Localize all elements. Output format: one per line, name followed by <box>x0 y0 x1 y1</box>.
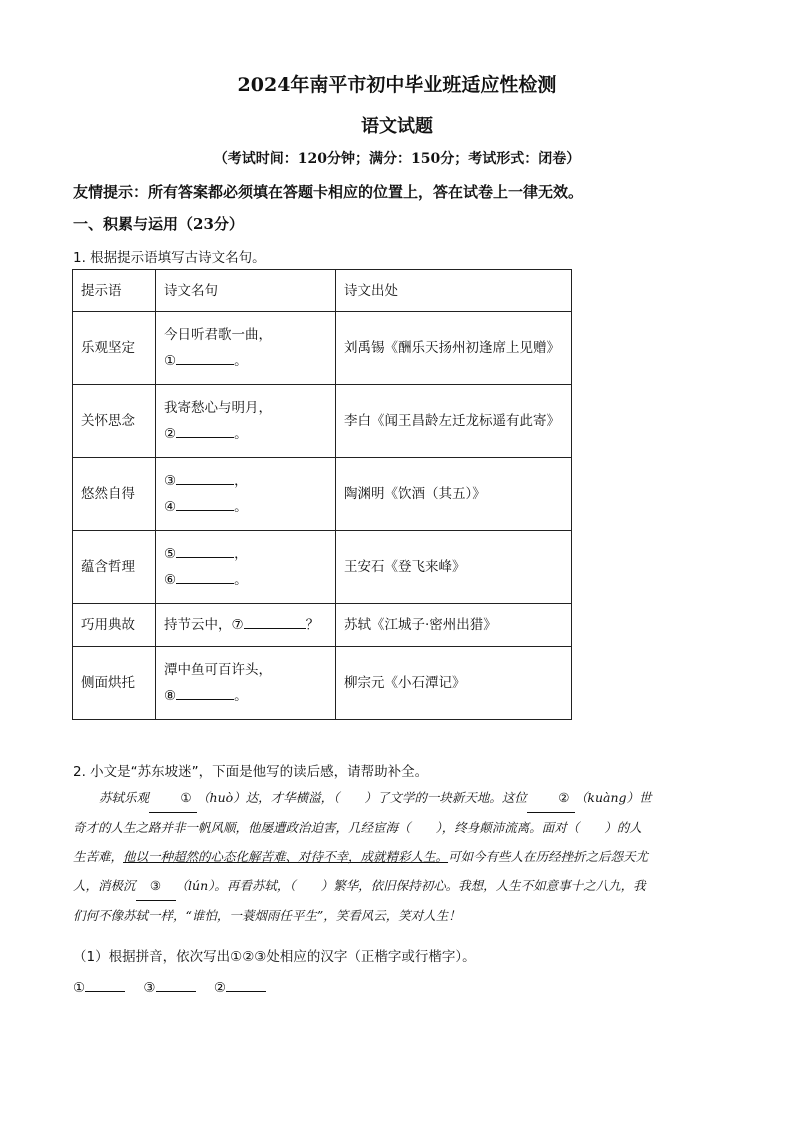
punctuation: 。 <box>234 688 248 704</box>
line-1: 持节云中， <box>164 617 232 633</box>
answer-blank[interactable] <box>176 470 234 485</box>
punctuation: 。 <box>234 499 248 515</box>
question-2-prompt: 2. 小文是“苏东坡迷”，下面是他写的读后感，请帮助补全。 <box>73 764 429 780</box>
line-1: 我寄愁心与明月， <box>164 400 272 416</box>
para-line-5: 们何不像苏轼一样，“谁怕，一蓑烟雨任平生”，笑看风云，笑对人生！ <box>73 908 461 923</box>
punctuation: 。 <box>234 426 248 442</box>
answer-blank-2[interactable] <box>226 977 266 992</box>
line-2 <box>164 567 327 593</box>
answer-blank-1[interactable] <box>85 977 125 992</box>
row-source: 苏轼《江城子·密州出猎》 <box>336 604 572 647</box>
answer-label-3: ③ <box>143 980 156 996</box>
punctuation: 。 <box>234 353 248 369</box>
header-source: 诗文出处 <box>336 270 572 312</box>
blank-3[interactable]: ③ <box>136 871 176 901</box>
section-title: 一、积累与运用（23分） <box>73 215 244 233</box>
table-row <box>73 531 572 604</box>
table-row <box>73 385 572 458</box>
line-2 <box>164 494 327 520</box>
exam-title: 2024年南平市初中毕业班适应性检测 <box>237 74 557 96</box>
row-line <box>156 531 336 604</box>
para-line-3: 生苦难，他以一种超然的心态化解苦难、对待不幸，成就精彩人生。可如今有些人在历经挫折之后怨天尤 <box>73 849 649 864</box>
row-line <box>156 458 336 531</box>
para-line-1: 苏轼乐观 ① （huò）达，才华横溢，（ ）了文学的一块新天地。这位 ② （kuàng）世 <box>73 783 723 813</box>
answer-blank-3[interactable] <box>156 977 196 992</box>
punctuation: 。 <box>234 572 248 588</box>
row-line <box>156 647 336 720</box>
poem-table <box>72 269 572 720</box>
para-line-2: 奇才的人生之路并非一帆风顺，他屡遭政治迫害，几经宦海（ ），终身颠沛流离。面对（ ）的人 <box>73 820 642 835</box>
row-line <box>156 312 336 385</box>
row-source: 李白《闻王昌龄左迁龙标遥有此寄》 <box>336 385 572 458</box>
blank-number: ⑥ <box>164 572 177 588</box>
row-source: 刘禹锡《酬乐天扬州初逢席上见赠》 <box>336 312 572 385</box>
table-row <box>73 604 572 647</box>
row-hint: 蕴含哲理 <box>73 531 156 604</box>
row-hint: 巧用典故 <box>73 604 156 647</box>
row-hint: 乐观坚定 <box>73 312 156 385</box>
blank-1[interactable]: ① <box>149 783 197 813</box>
punctuation: ， <box>234 546 248 562</box>
row-hint: 关怀思念 <box>73 385 156 458</box>
blank-number: ② <box>164 426 177 442</box>
blank-2[interactable]: ② <box>527 783 575 813</box>
friendly-tip: 友情提示：所有答案都必须填在答题卡相应的位置上，答在试卷上一律无效。 <box>73 183 584 201</box>
table-row <box>73 458 572 531</box>
blank-number: ④ <box>164 499 177 515</box>
answer-blank[interactable] <box>176 569 234 584</box>
line-2 <box>164 421 327 447</box>
row-hint: 侧面烘托 <box>73 647 156 720</box>
answer-blank[interactable] <box>176 350 234 365</box>
row-source: 柳宗元《小石潭记》 <box>336 647 572 720</box>
answer-blank[interactable] <box>176 423 234 438</box>
row-source: 王安石《登飞来峰》 <box>336 531 572 604</box>
line-1: 潭中鱼可百许头， <box>164 662 272 678</box>
para-line-4: 人，消极沉 ③ （lún）。再看苏轼，（ ）繁华，依旧保持初心。我想，人生不如意事十之八九，我 <box>73 871 723 901</box>
table-header-row <box>73 270 572 312</box>
line-1: 今日听君歌一曲， <box>164 327 272 343</box>
blank-number: ⑤ <box>164 546 177 562</box>
answer-label-2: ② <box>213 980 226 996</box>
punctuation: ？ <box>305 617 320 633</box>
blank-number: ⑧ <box>164 688 177 704</box>
row-line <box>156 604 336 647</box>
line-1 <box>164 541 327 567</box>
table-row <box>73 312 572 385</box>
blank-number: ③ <box>164 473 177 489</box>
table-row <box>73 647 572 720</box>
reading-paragraph <box>73 783 723 930</box>
subject-title: 语文试题 <box>361 116 433 137</box>
answer-blank[interactable] <box>244 614 306 629</box>
punctuation: ， <box>234 473 248 489</box>
sub-question-1: （1）根据拼音，依次写出①②③处相应的汉字（正楷字或行楷字）。 <box>73 949 476 965</box>
question-1-prompt: 1. 根据提示语填写古诗文名句。 <box>73 250 266 266</box>
answer-line <box>73 977 280 996</box>
answer-blank[interactable] <box>176 685 234 700</box>
answer-label-1: ① <box>73 980 86 996</box>
line-1 <box>164 468 327 494</box>
blank-number: ⑦ <box>231 617 244 633</box>
exam-info: （考试时间：120分钟；满分：150分；考试形式：闭卷） <box>213 151 581 167</box>
row-source: 陶渊明《饮酒（其五）》 <box>336 458 572 531</box>
underlined-sentence: 他以一种超然的心态化解苦难、对待不幸，成就精彩人生。 <box>123 849 449 864</box>
answer-blank[interactable] <box>176 496 234 511</box>
line-2 <box>164 683 327 709</box>
line-2 <box>164 348 327 374</box>
row-hint: 悠然自得 <box>73 458 156 531</box>
row-line <box>156 385 336 458</box>
answer-blank[interactable] <box>176 543 234 558</box>
header-hint: 提示语 <box>73 270 156 312</box>
header-line: 诗文名句 <box>156 270 336 312</box>
blank-number: ① <box>164 353 177 369</box>
